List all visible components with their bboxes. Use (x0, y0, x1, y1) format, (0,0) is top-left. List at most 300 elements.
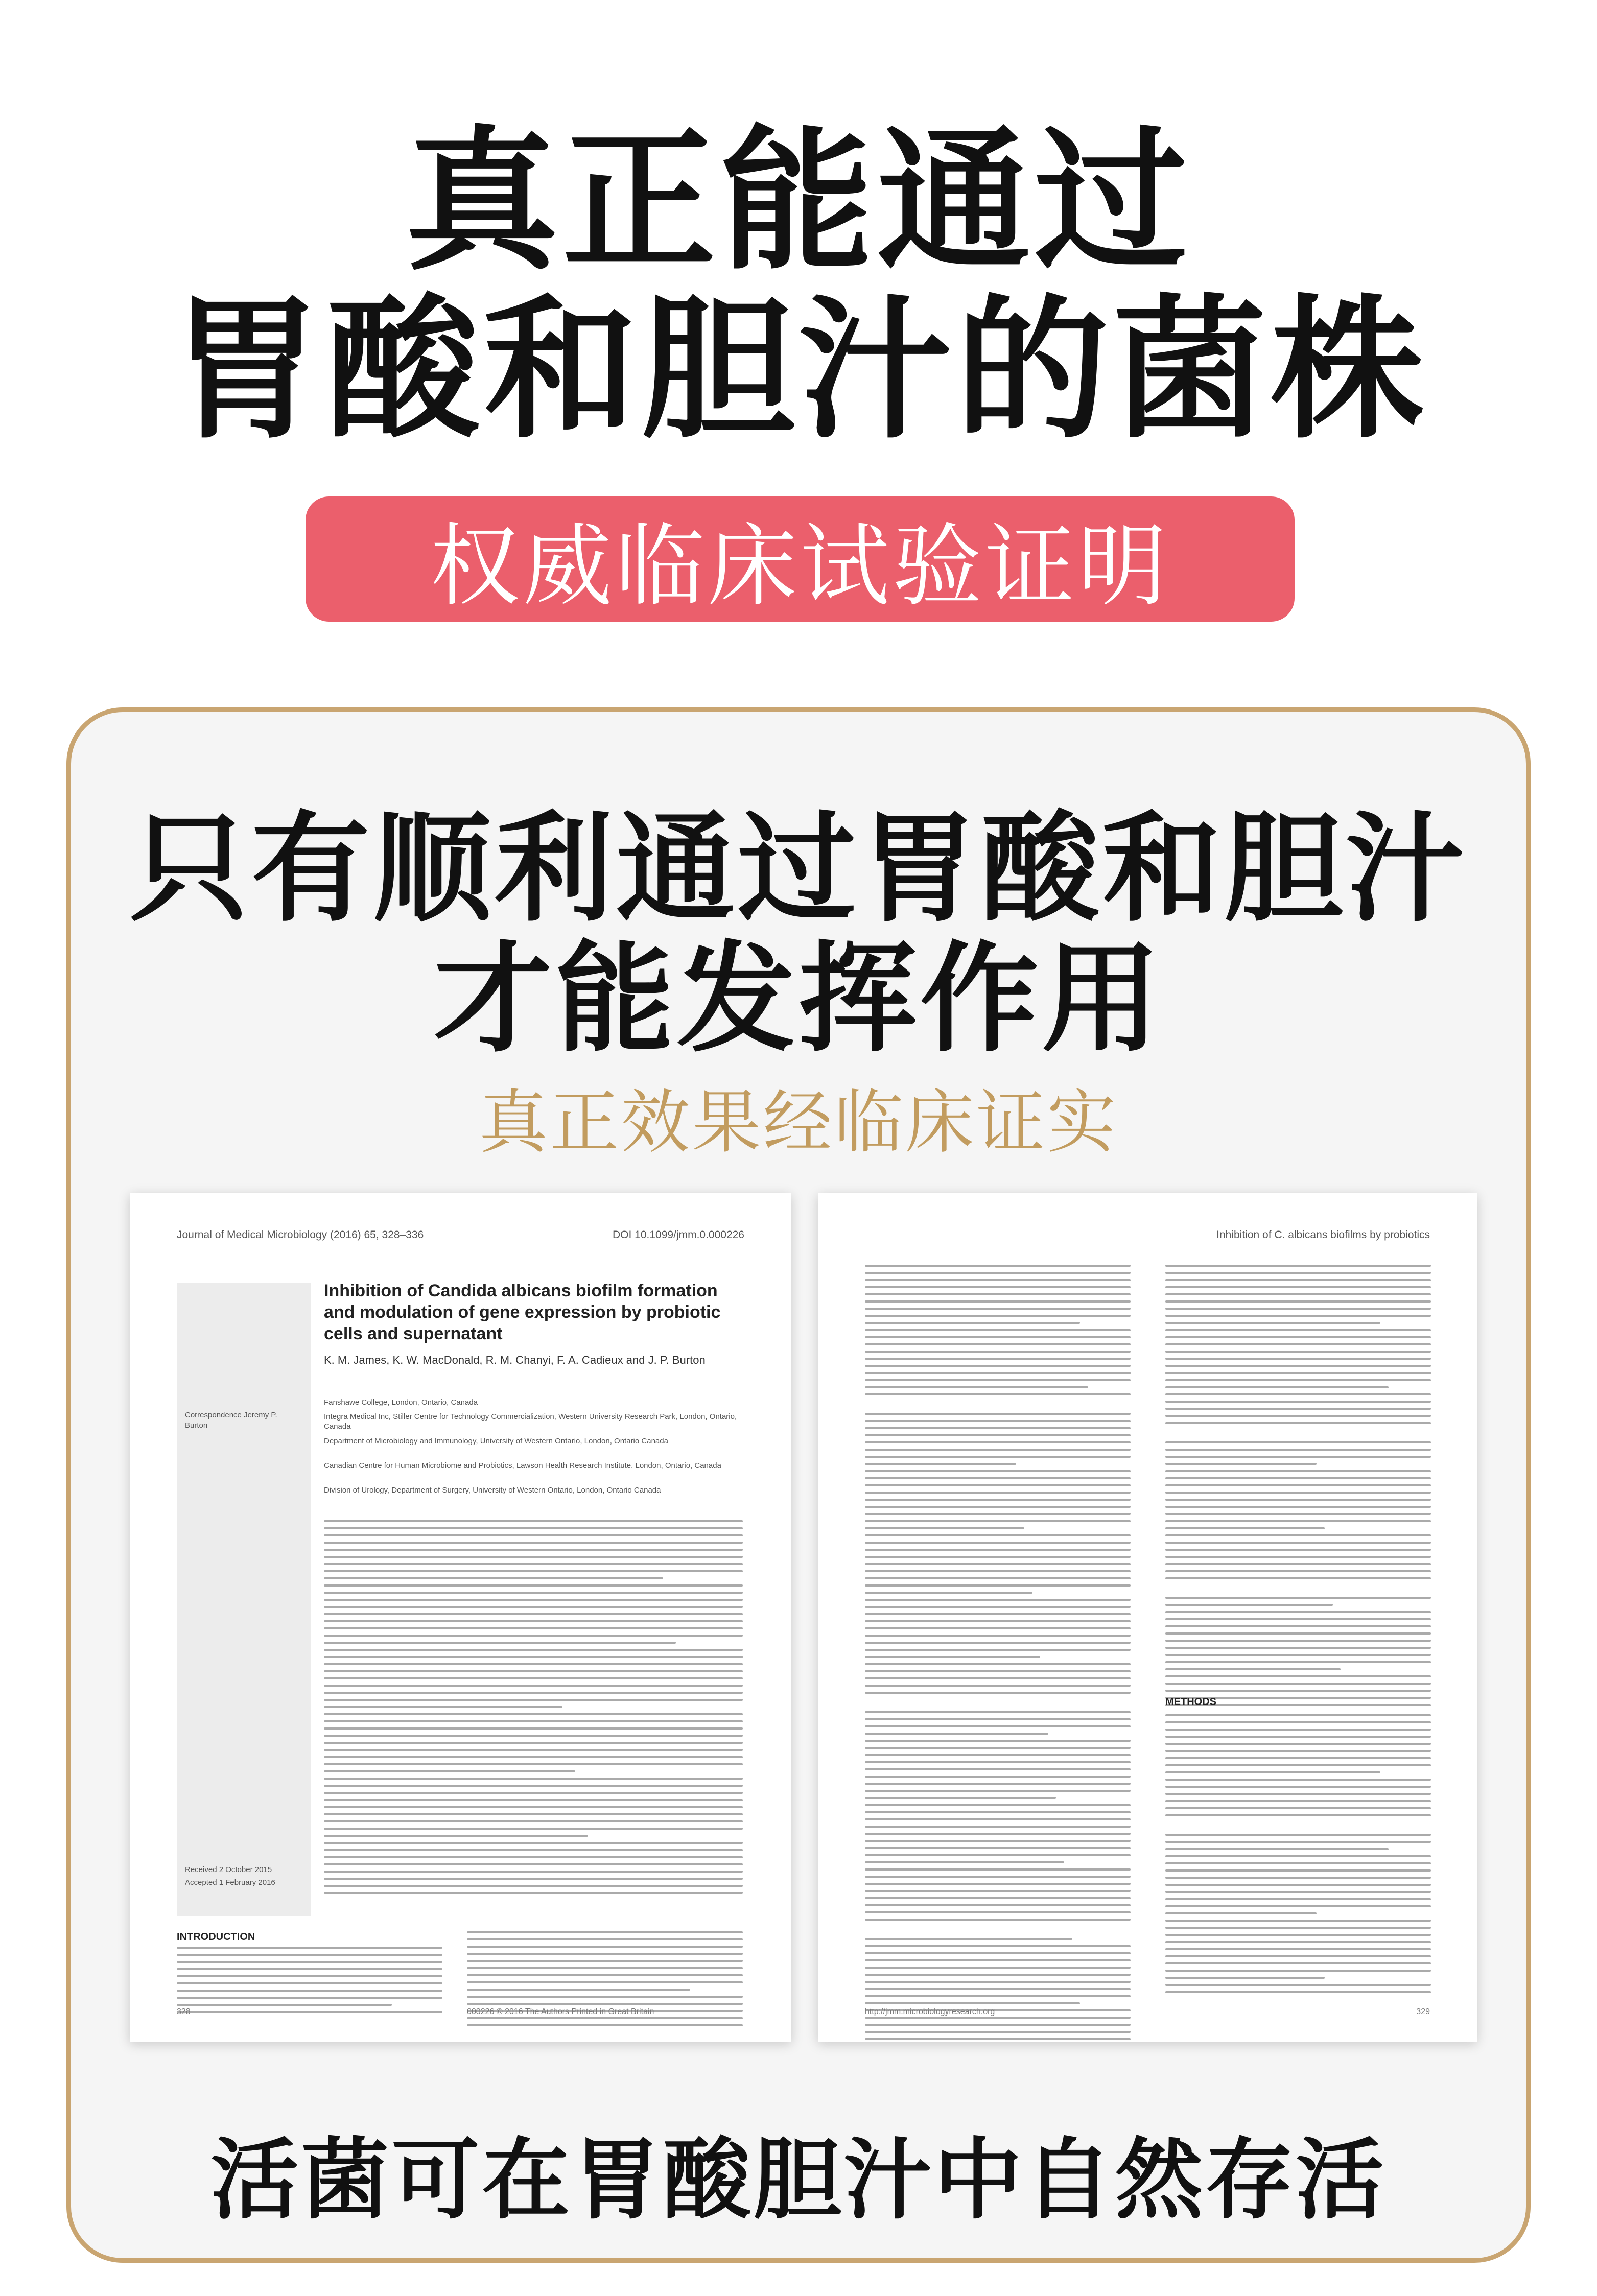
text-line (865, 2024, 1131, 2026)
text-line (324, 1635, 743, 1637)
text-line (1165, 1456, 1431, 1458)
text-line (1165, 1941, 1431, 1943)
text-line (177, 1968, 442, 1970)
text-line (1165, 1300, 1431, 1303)
text-line (1165, 1640, 1431, 1642)
text-line (324, 1520, 743, 1522)
text-line (865, 1372, 1131, 1374)
text-line (1165, 1358, 1431, 1360)
text-line (1165, 1750, 1431, 1752)
text-line (324, 1534, 743, 1536)
text-line (1165, 1800, 1431, 1802)
text-line (865, 1790, 1131, 1792)
text-line (865, 1527, 1024, 1529)
text-line (324, 1785, 743, 1787)
text-line (324, 1828, 743, 1830)
text-line (1165, 1506, 1431, 1508)
text-line (1165, 1351, 1431, 1353)
journal-url: http://jmm.microbiologyresearch.org (865, 2007, 995, 2016)
text-line (324, 1692, 743, 1694)
text-line (467, 2003, 743, 2005)
text-line (1165, 1597, 1431, 1599)
text-line (1165, 1786, 1431, 1788)
text-line (865, 1351, 1131, 1353)
text-line (1165, 1379, 1431, 1381)
text-line (865, 1768, 1131, 1770)
text-line (324, 1849, 743, 1851)
accepted-date: Accepted 1 February 2016 (185, 1878, 275, 1887)
text-line (1165, 1743, 1431, 1745)
text-line (1165, 1962, 1431, 1964)
text-line (1165, 1862, 1431, 1864)
text-line (1165, 1675, 1431, 1677)
text-line (1165, 1408, 1431, 1410)
methods-heading: METHODS (1165, 1696, 1216, 1708)
text-line (324, 1820, 743, 1822)
text-line (865, 1365, 1131, 1367)
text-line (1165, 1393, 1431, 1395)
text-line (1165, 1265, 1431, 1267)
text-line (324, 1763, 743, 1765)
text-line (467, 1931, 743, 1933)
text-line (324, 1642, 676, 1644)
affiliation: Department of Microbiology and Immunology, University of Western Ontario, London, Ontario Canada (324, 1437, 668, 1446)
text-line (324, 1563, 743, 1565)
text-line (865, 1854, 1131, 1856)
text-line (324, 1649, 743, 1651)
text-line (1165, 1611, 1431, 1613)
text-line (865, 1599, 1131, 1601)
text-line (177, 1982, 442, 1984)
text-line (1165, 1970, 1431, 1972)
text-line (865, 1413, 1131, 1415)
text-line (1165, 1422, 1431, 1424)
text-line (1165, 1661, 1431, 1663)
text-line (324, 1663, 743, 1665)
text-line (1165, 1477, 1431, 1479)
text-line (1165, 1556, 1431, 1558)
text-line (324, 1756, 743, 1758)
text-line (1165, 1308, 1431, 1310)
text-line (1165, 1449, 1431, 1451)
text-line (865, 1861, 1064, 1863)
text-line (324, 1749, 743, 1751)
hero-title-line1: 真正能通过 (405, 112, 1192, 291)
text-line (865, 1747, 1131, 1749)
text-line (177, 1975, 442, 1977)
text-line (1165, 1779, 1431, 1781)
text-line (1165, 1884, 1431, 1886)
text-line (865, 1420, 1131, 1422)
text-line (1165, 1336, 1431, 1338)
text-line (1165, 1542, 1431, 1544)
affiliation: Fanshawe College, London, Ontario, Canada (324, 1398, 478, 1407)
text-line (865, 1967, 1131, 1969)
text-line (865, 1938, 1072, 1940)
evidence-card (66, 707, 1531, 2263)
text-line (1165, 1534, 1431, 1536)
text-line (865, 1959, 1131, 1961)
text-line (1165, 1272, 1431, 1274)
text-line (324, 1871, 743, 1873)
card-subtitle: 真正效果经临床证实 (479, 1082, 1118, 1163)
text-line (865, 1343, 1131, 1345)
text-line (1165, 1293, 1431, 1295)
text-line (467, 1981, 743, 1983)
card-title-line1: 只有顺利通过胃酸和胆汁 (129, 800, 1467, 938)
text-line (177, 1997, 442, 1999)
text-line (865, 1315, 1131, 1317)
clinical-proof-badge-label: 权威临床试验证明 (430, 515, 1170, 619)
text-line (1165, 1869, 1431, 1872)
text-line (324, 1577, 663, 1579)
affiliation: Canadian Centre for Human Microbiome and Probiotics, Lawson Health Research Institute, London, Ontario, Canada (324, 1461, 721, 1470)
text-line (865, 1733, 1048, 1735)
text-line (1165, 1955, 1431, 1957)
text-line (1165, 1934, 1431, 1936)
text-line (865, 1911, 1131, 1913)
page-number: 329 (1416, 2007, 1430, 2016)
text-line (177, 1990, 442, 1992)
running-head: Inhibition of C. albicans biofilms by probiotics (1216, 1229, 1430, 1241)
text-line (1165, 1977, 1325, 1979)
text-line (1165, 1668, 1341, 1670)
text-line (467, 1974, 743, 1976)
text-line (865, 1470, 1131, 1472)
text-line (324, 1735, 743, 1737)
text-line (1165, 1814, 1431, 1816)
text-line (865, 1308, 1131, 1310)
text-line (1165, 1714, 1431, 1716)
text-line (324, 1656, 743, 1658)
text-line (865, 1449, 1131, 1451)
text-line (324, 1670, 743, 1672)
text-line (324, 1549, 743, 1551)
text-line (865, 1754, 1131, 1756)
text-line (865, 1592, 1032, 1594)
text-line (865, 1919, 1131, 1921)
text-line (1165, 1991, 1431, 1993)
text-line (865, 1642, 1131, 1644)
text-line (1165, 1499, 1431, 1501)
text-line (467, 2024, 743, 2026)
text-line (865, 1945, 1131, 1947)
text-line (865, 1811, 1131, 1813)
text-line (865, 1613, 1131, 1615)
text-line (865, 1840, 1131, 1842)
bottom-caption: 活菌可在胃酸胆汁中自然存活 (210, 2128, 1387, 2231)
received-date: Received 2 October 2015 (185, 1865, 272, 1874)
text-line (324, 1863, 743, 1865)
text-line (177, 1947, 442, 1949)
text-line (1165, 1912, 1317, 1914)
text-line (865, 1897, 1131, 1899)
text-line (467, 1989, 690, 1991)
text-line (865, 1868, 1131, 1871)
body-text-col2 (1165, 1265, 1431, 1711)
correspondence: Correspondence Jeremy P. Burton (185, 1411, 277, 1430)
text-line (865, 1876, 1131, 1878)
paper-page-left (130, 1193, 791, 2042)
text-line (865, 1804, 1131, 1806)
text-line (1165, 1891, 1431, 1893)
text-line (467, 1938, 743, 1940)
text-line (865, 2002, 1080, 2004)
text-line (865, 1556, 1131, 1558)
text-line (177, 2004, 392, 2006)
text-line (865, 1988, 1131, 1990)
text-line (467, 1967, 743, 1969)
text-line (865, 1649, 1131, 1651)
text-line (865, 1761, 1131, 1763)
text-line (1165, 1322, 1380, 1324)
text-line (865, 1293, 1131, 1295)
text-line (865, 1279, 1131, 1281)
text-line (324, 1727, 743, 1730)
text-line (1165, 1905, 1431, 1907)
text-line (1165, 1470, 1431, 1472)
text-line (324, 1770, 575, 1772)
text-line (865, 1534, 1131, 1536)
text-line (865, 1286, 1131, 1288)
text-line (865, 1322, 1080, 1324)
text-line (865, 1477, 1131, 1479)
text-line (1165, 1841, 1431, 1843)
text-line (865, 1718, 1131, 1720)
text-line (1165, 1920, 1431, 1922)
text-line (865, 1974, 1131, 1976)
text-line (324, 1720, 743, 1722)
text-line (1165, 1793, 1431, 1795)
card-title (71, 800, 1526, 1068)
text-line (865, 1441, 1131, 1443)
text-line (865, 1272, 1131, 1274)
text-line (324, 1713, 743, 1715)
text-line (324, 1606, 743, 1608)
text-line (324, 1792, 743, 1794)
text-line (1165, 1690, 1431, 1692)
abstract-text (324, 1520, 743, 1899)
text-line (1165, 1513, 1431, 1515)
paper-page-right (818, 1193, 1477, 2042)
text-line (1165, 1898, 1431, 1900)
introduction-heading: INTRODUCTION (177, 1931, 255, 1943)
copyright-footer: 000226 © 2016 The Authors Printed in Great Britain (467, 2007, 654, 2016)
text-line (324, 1742, 743, 1744)
paper-header (865, 1229, 1430, 1244)
text-line (1165, 1415, 1431, 1417)
text-line (324, 1892, 743, 1894)
text-line (1165, 1729, 1431, 1731)
text-line (1165, 1484, 1431, 1486)
hero-title-line2: 胃酸和胆汁的菌株 (169, 281, 1428, 459)
text-line (1165, 1527, 1325, 1529)
text-line (865, 1725, 1131, 1727)
text-line (324, 1856, 743, 1858)
text-line (1165, 1855, 1431, 1857)
text-line (1165, 1401, 1431, 1403)
text-line (1165, 1848, 1389, 1850)
text-line (865, 1386, 1088, 1388)
text-line (865, 1797, 1056, 1799)
text-line (177, 2011, 442, 2013)
text-line (865, 1427, 1131, 1429)
text-line (324, 1620, 743, 1622)
text-line (865, 1329, 1131, 1331)
text-line (1165, 1948, 1431, 1950)
text-line (865, 1393, 1131, 1395)
text-line (467, 2017, 743, 2019)
text-line (324, 1778, 743, 1780)
doi: DOI 10.1099/jmm.0.000226 (613, 1229, 744, 1241)
text-line (865, 1542, 1131, 1544)
text-line (1165, 1721, 1431, 1723)
text-line (467, 1996, 743, 1998)
text-line (865, 1492, 1131, 1494)
text-line (1165, 1764, 1431, 1766)
text-line (1165, 1577, 1431, 1579)
journal-citation: Journal of Medical Microbiology (2016) 65, 328–336 (177, 1229, 424, 1241)
text-line (865, 1577, 1131, 1579)
text-line (865, 1606, 1131, 1608)
text-line (1165, 1625, 1431, 1627)
text-line (865, 1358, 1131, 1360)
text-line (324, 1542, 743, 1544)
text-line (324, 1835, 588, 1837)
text-line (324, 1706, 562, 1708)
text-line (865, 1484, 1131, 1486)
text-line (865, 1456, 1131, 1458)
text-line (1165, 1927, 1431, 1929)
affiliation: Division of Urology, Department of Surgery, University of Western Ontario, London, Ontario Canada (324, 1486, 661, 1495)
text-line (324, 1699, 743, 1701)
text-line (1165, 1570, 1431, 1572)
text-line (865, 1300, 1131, 1303)
text-line (324, 1570, 743, 1572)
text-line (865, 1336, 1131, 1338)
paper-header (177, 1229, 744, 1244)
text-line (865, 1620, 1131, 1622)
text-line (865, 1833, 1131, 1835)
text-line (865, 1506, 1131, 1508)
text-line (324, 1685, 743, 1687)
text-line (1165, 1492, 1431, 1494)
text-line (865, 1847, 1131, 1849)
text-line (865, 1981, 1131, 1983)
text-line (865, 1783, 1131, 1785)
text-line (324, 1799, 743, 1801)
text-line (1165, 1563, 1431, 1565)
text-line (1165, 1834, 1431, 1836)
text-line (1165, 1736, 1431, 1738)
text-line (1165, 1984, 1431, 1986)
text-line (1165, 1372, 1431, 1374)
text-line (865, 1904, 1131, 1906)
text-line (467, 1960, 743, 1962)
text-line (865, 1711, 1131, 1713)
clinical-proof-badge (306, 496, 1295, 622)
text-line (865, 1663, 1131, 1665)
text-line (324, 1584, 743, 1587)
text-line (1165, 1771, 1380, 1773)
text-line (467, 1953, 743, 1955)
text-line (324, 1878, 743, 1880)
text-line (865, 1656, 1040, 1658)
text-line (1165, 1286, 1431, 1288)
page-number: 328 (177, 2007, 191, 2016)
text-line (324, 1677, 743, 1679)
body-text-col1 (865, 1265, 1131, 2042)
text-line (324, 1627, 743, 1629)
hero-title (0, 112, 1597, 459)
text-line (1165, 1329, 1431, 1331)
article-title: Inhibition of Candida albicans biofilm formation and modulation of gene expression by probiotic cells and supernatant (324, 1281, 721, 1343)
text-line (1165, 1632, 1431, 1635)
text-line (865, 2038, 1131, 2040)
text-line (324, 1599, 743, 1601)
text-line (324, 1592, 743, 1594)
text-line (865, 1434, 1131, 1436)
text-line (865, 1379, 1131, 1381)
text-line (1165, 1654, 1431, 1656)
text-line (324, 1842, 743, 1844)
methods-text (1165, 1714, 1431, 1998)
card-title-line2: 才能发挥作用 (433, 930, 1163, 1068)
text-line (467, 1946, 743, 1948)
text-line (865, 1826, 1131, 1828)
text-line (865, 1890, 1131, 1892)
text-line (1165, 1647, 1431, 1649)
text-line (865, 1685, 1131, 1687)
text-line (1165, 1343, 1431, 1345)
text-line (1165, 1807, 1431, 1809)
text-line (865, 1677, 1131, 1679)
text-line (1165, 1683, 1431, 1685)
text-line (865, 1635, 1131, 1637)
text-line (865, 1995, 1131, 1997)
text-line (865, 1513, 1131, 1515)
text-line (324, 1806, 743, 1808)
text-line (324, 1613, 743, 1615)
text-line (1165, 1386, 1389, 1388)
text-line (1165, 1549, 1431, 1551)
text-line (865, 1584, 1131, 1587)
text-line (1165, 1279, 1431, 1281)
text-line (865, 2017, 1131, 2019)
intro-text-col1 (177, 1947, 442, 2018)
text-line (1165, 1365, 1431, 1367)
text-line (1165, 1618, 1431, 1620)
text-line (865, 1740, 1131, 1742)
text-line (865, 1692, 1131, 1694)
text-line (865, 1627, 1131, 1629)
text-line (865, 1463, 1016, 1465)
text-line (865, 1265, 1131, 1267)
text-line (865, 1549, 1131, 1551)
text-line (865, 1818, 1131, 1820)
text-line (865, 1520, 1131, 1522)
text-line (1165, 1604, 1333, 1606)
text-line (1165, 1315, 1431, 1317)
text-line (865, 1499, 1131, 1501)
text-line (865, 2031, 1131, 2033)
text-line (865, 1570, 1131, 1572)
text-line (865, 1670, 1131, 1672)
text-line (865, 1952, 1131, 1954)
text-line (1165, 1463, 1317, 1465)
text-line (1165, 1757, 1431, 1759)
text-line (865, 1776, 1131, 1778)
